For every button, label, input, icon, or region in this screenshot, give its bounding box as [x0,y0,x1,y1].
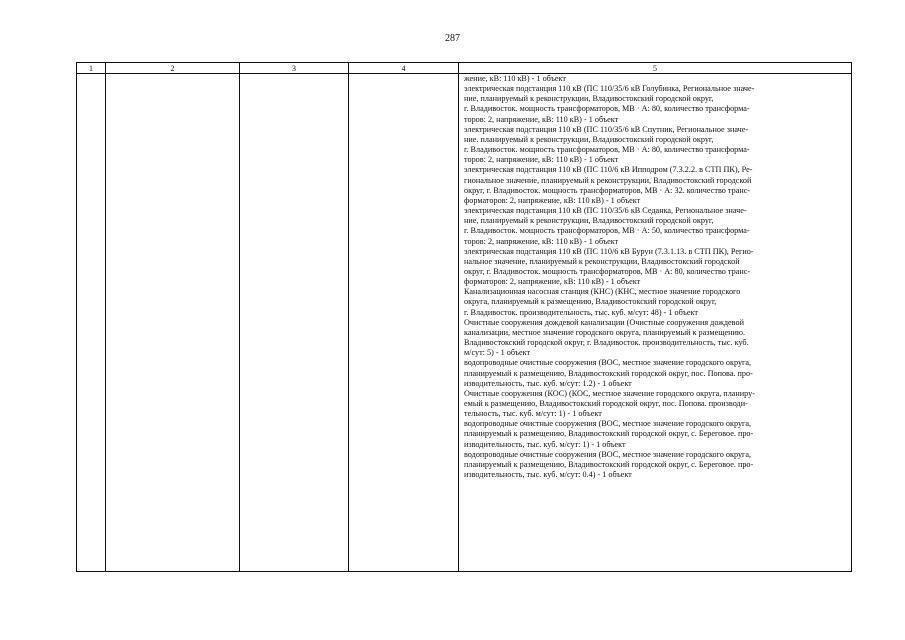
text-line: электрическая подстанция 110 кВ (ПС 110/35/6 кВ Голубинка, Региональное значе- [464,84,755,94]
text-line: изводительность, тыс. куб. м/сут: 1) - 1 объект [464,439,626,449]
cell-col-3 [240,74,349,572]
text-line: г. Владивосток. мощность трансформаторов, МВ · А: 80, количество трансформа- [464,104,750,114]
text-line: ние, планируемый к реконструкции, Владивостокский городской округ, [464,94,714,104]
table-row [77,74,852,572]
cell-col-4 [349,74,459,572]
column-header-2: 2 [106,63,240,74]
text-line: г. Владивосток. мощность трансформаторов, МВ · А: 50, количество трансформа- [464,226,750,236]
text-line: ние. планируемый к реконструкции, Владивостокский городской округ, [464,134,714,144]
text-line: м/сут: 5) - 1 объект [464,348,531,358]
column-header-4: 4 [349,63,459,74]
text-line: тельность, тыс. куб. м/сут: 1) - 1 объект [464,409,602,419]
text-line: водопроводные очистные сооружения (ВОС, местное значение городского округа, [464,449,752,459]
cell-col-2 [106,74,240,572]
text-line: изводительность, тыс. куб. м/сут: 1.2) - 1 объект [464,378,632,388]
text-line: г. Владивосток. мощность трансформаторов, МВ · А: 80, количество трансформа- [464,145,750,155]
column-header-1: 1 [77,63,106,74]
column-header-3: 3 [240,63,349,74]
table-header-row [77,63,852,74]
text-line: водопроводные очистные сооружения (ВОС, местное значение городского округа, [464,419,752,429]
text-line: канализации, местное значение городского округа, планируемый к размещению. [464,327,746,337]
text-line: электрическая подстанция 110 кВ (ПС 110/35/6 кВ Седанка, Региональное значе- [464,206,747,216]
text-line: округ, г. Владивосток. мощность трансформаторов, МВ · А: 32. количество транс- [464,185,751,195]
text-line: жение, кВ: 110 кВ) - 1 объект [464,74,566,83]
page-number: 287 [445,33,460,44]
text-line: нальное значение, планируемый к реконструкции, Владивостокский городской [464,256,740,266]
text-line: ние, планируемый к реконструкции, Владивостокский городской округ, [464,216,714,226]
text-line: округ, г. Владивосток. мощность трансформаторов, МВ · А: 80, количество транс- [464,266,751,276]
text-line: Очистные сооружения дождевой канализации (Очистные сооружения дождевой [464,317,744,327]
cell-col-5 [459,74,852,572]
cell-col-1 [77,74,106,572]
text-line: Владивостокский городской округ, г. Владивосток. производительность, тыс. куб. [464,338,749,348]
text-line: гиональное значение, планируемый к реконструкции, Владивостокский городской [464,175,752,185]
column-5-text [459,74,851,480]
text-line: г. Владивосток. производительность, тыс. куб. м/сут: 48) - 1 объект [464,307,698,317]
text-line: планируемый к размещению, Владивостокский городской округ, пос. Попова. про- [464,368,753,378]
text-line: емый к размещению, Владивостокский городской округ, пос. Попова. производи- [464,399,748,408]
text-line: планируемый к размещению, Владивостокский городской округ, с. Береговое. про- [464,459,754,469]
text-line: торов: 2, напряжение, кВ: 110 кВ) - 1 объект [464,155,619,165]
text-line: изводительность, тыс. куб. м/сут: 0.4) - 1 объект [464,470,632,480]
text-line: водопроводные очистные сооружения (ВОС, местное значение городского округа, [464,358,752,368]
text-line: планируемый к размещению, Владивостокский городской округ, с. Береговое. про- [464,429,754,439]
text-line: форматоров: 2, напряжение, кВ: 110 кВ) - 1 объект [464,277,641,287]
text-line: Канализационная насосная станция (КНС) (КНС, местное значение городского [464,287,741,297]
text-line: торов: 2, напряжение, кВ: 110 кВ) - 1 объект [464,236,619,246]
text-line: электрическая подстанция 110 кВ (ПС 110/35/6 кВ Спутник, Региональное значе- [464,124,749,134]
text-line: Очистные сооружения (КОС) (КОС, местное значение городского округа, планиру- [464,388,755,398]
text-line: электрическая подстанция 110 кВ (ПС 110/6 кВ Ипподром (7.3.2.2. в СТП ПК), Ре- [464,165,753,175]
text-line: форматоров: 2, напряжение, кВ: 110 кВ) - 1 объект [464,195,641,205]
data-table [76,62,852,572]
text-line: торов: 2, напряжение, кВ: 110 кВ) - 1 объект [464,114,619,124]
column-header-5: 5 [459,63,852,74]
text-line: электрическая подстанция 110 кВ (ПС 110/6 кВ Бурун (7.3.1.13. в СТП ПК), Регио- [464,246,754,256]
text-line: округа, планируемый к размещению, Владивостокский городской округ, [464,297,717,307]
